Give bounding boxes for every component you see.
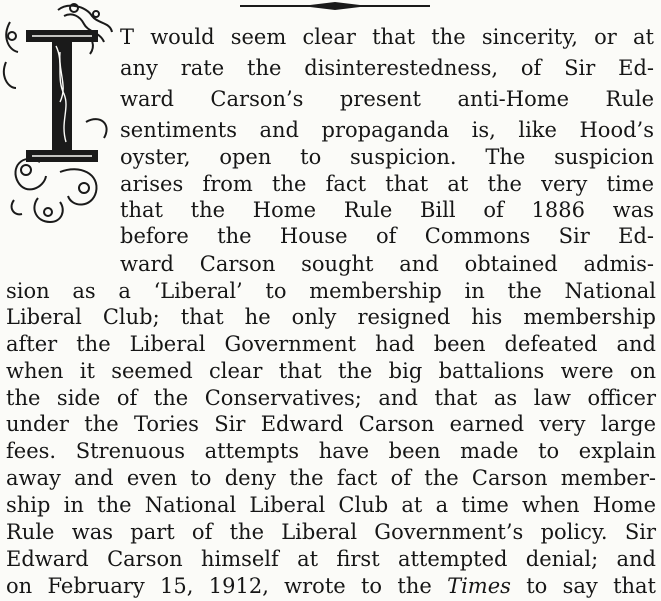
text-line: that the Home Rule Bill of 1886 was [120, 198, 654, 222]
text-line: ward Carson’s present anti-Home Rule [120, 87, 654, 111]
text-line: Rule was part of the Liberal Government’s policy. Sir [6, 520, 656, 544]
text-line: ship in the National Liberal Club at a time when Home [6, 493, 656, 517]
text-line: T would seem clear that the sincerity, or at [120, 25, 654, 49]
text-line: any rate the disinterestedness, of Sir Ed- [120, 56, 654, 80]
decorative-rule [240, 0, 430, 12]
text-line: Liberal Club; that he only resigned his membership [6, 305, 656, 329]
text-line: sion as a ‘Liberal’ to membership in the National [6, 279, 656, 303]
text-line: fees. Strenuous attempts have been made to explain [6, 439, 656, 463]
text-line: sentiments and propaganda is, like Hood’s [120, 118, 654, 142]
text-line: the side of the Conservatives; and that as law officer [6, 386, 656, 410]
text-line: before the House of Commons Sir Ed- [120, 224, 654, 248]
text-line: under the Tories Sir Edward Carson earned very large [6, 412, 656, 436]
text-line: oyster, open to suspicion. The suspicion [120, 145, 654, 169]
text-line: Edward Carson himself at first attempted denial; and [6, 547, 656, 571]
ornamental-initial-i [0, 2, 118, 230]
text-line: arises from the fact that at the very time [120, 172, 654, 196]
text-line: away and even to deny the fact of the Carson member- [6, 466, 656, 490]
newspaper-title: Times [447, 574, 511, 598]
text-line: when it seemed clear that the big battalions were on [6, 359, 656, 383]
text-line-last [6, 573, 656, 599]
text-line: ward Carson sought and obtained admis- [120, 252, 654, 276]
text-run: to say that [510, 574, 656, 598]
text-run: on February 15, 1912, wrote to the [6, 574, 448, 598]
text-line: after the Liberal Government had been defeated and [6, 332, 656, 356]
